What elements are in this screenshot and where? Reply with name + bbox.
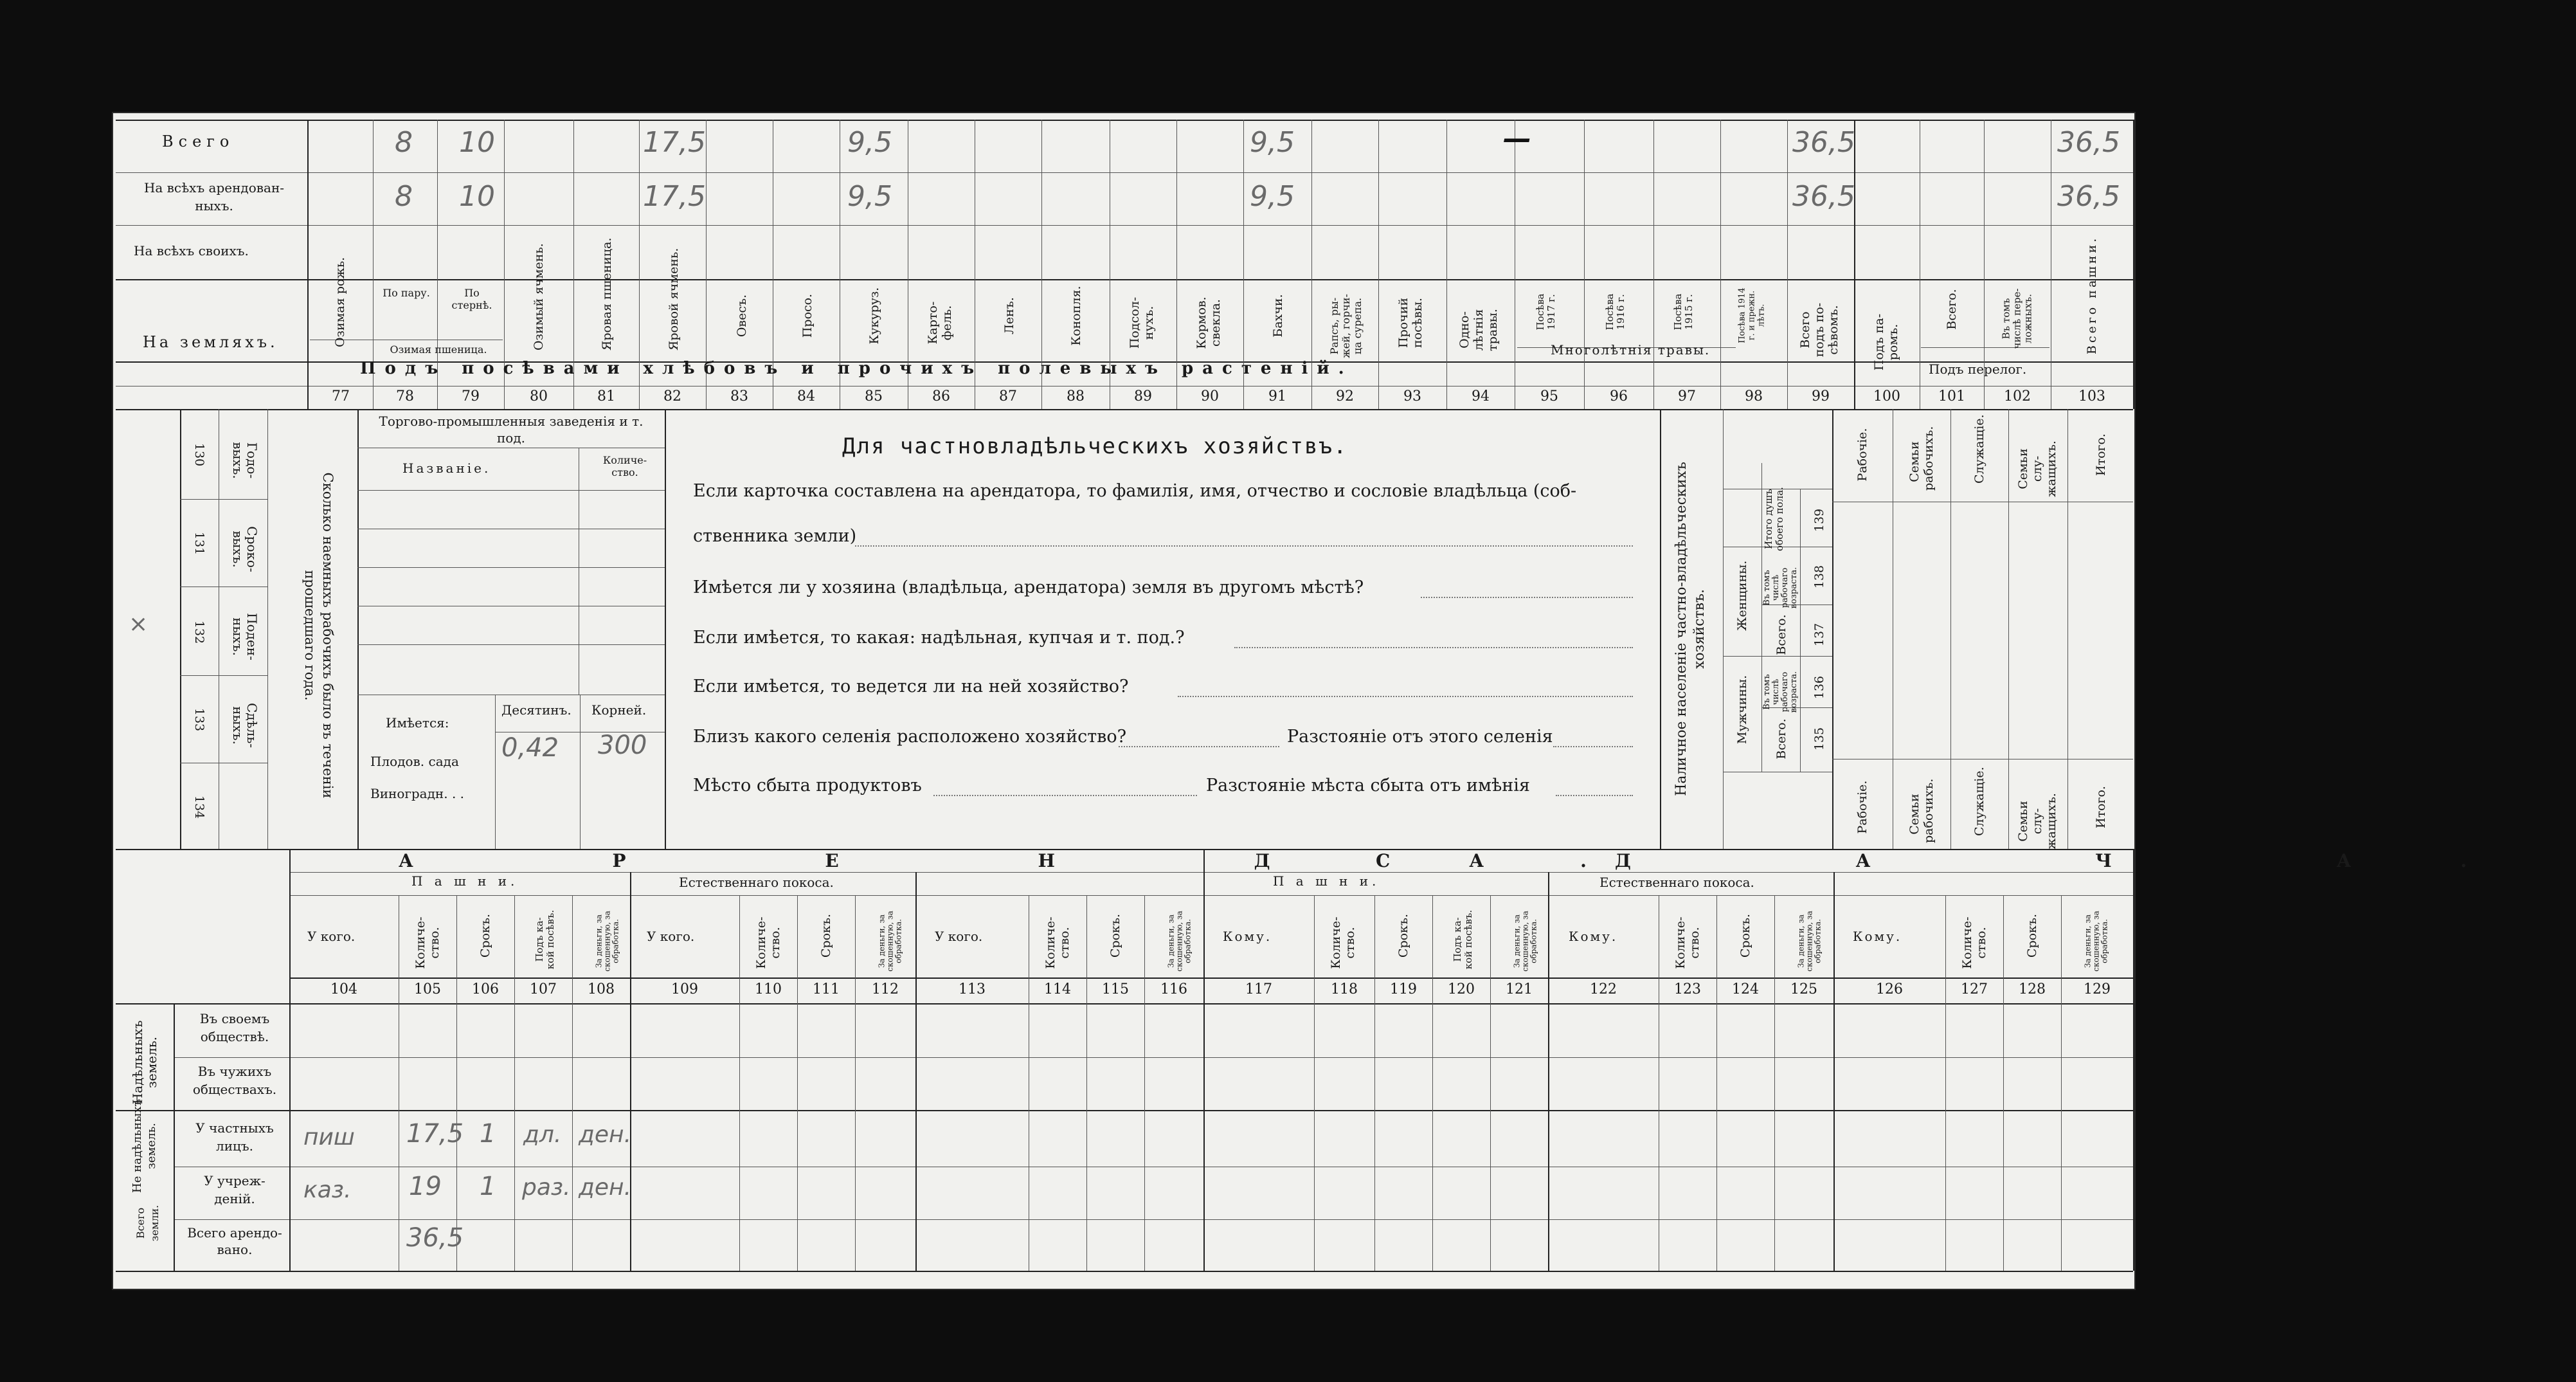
header-col95: Посѣва 1917 г. bbox=[1535, 293, 1557, 331]
row-u-chastnyh: У частныхъ лицъ. bbox=[195, 1120, 274, 1154]
header-col100: Подъ па-ромъ. bbox=[1872, 313, 1900, 371]
hw-arend-99: 36,5 bbox=[1792, 180, 1855, 213]
h-posev-120: Подъ ка-кой посѣвъ. bbox=[1452, 909, 1474, 970]
header-col98: Посѣва 1914 г. и прежн. лѣтъ. bbox=[1737, 287, 1767, 343]
header-col91: Бахчи. bbox=[1271, 294, 1285, 338]
colnum-109: 109 bbox=[671, 981, 698, 997]
hw-vsego-85: 9,5 bbox=[847, 126, 892, 159]
pop-col-semi-sl-bot: Семьи слу-жащихъ. bbox=[2016, 793, 2058, 850]
population-num-136: 136 bbox=[1812, 675, 1826, 700]
hired-num-133: 133 bbox=[192, 707, 206, 732]
hw-arend-85: 9,5 bbox=[847, 180, 892, 213]
hw-arend-78: 8 bbox=[395, 180, 413, 213]
header-col92: Рапсъ, ры-жей, горчи-ца сурепа. bbox=[1328, 294, 1364, 358]
colnum-93: 93 bbox=[1403, 388, 1421, 405]
trade-korney: Корней. bbox=[591, 702, 647, 718]
trade-vinograd: Виноградн. . . bbox=[370, 786, 465, 801]
header-col93: Прочий посѣвы. bbox=[1396, 297, 1425, 349]
hw-r4-za: ден. bbox=[579, 1174, 632, 1201]
colnum-126: 126 bbox=[1876, 981, 1903, 997]
colnum-104: 104 bbox=[330, 981, 357, 997]
header-col77: Озимая рожь. bbox=[333, 257, 347, 347]
colnum-113: 113 bbox=[959, 981, 986, 997]
h-za-121: За деньги, за скошенную, за обработка. bbox=[1512, 911, 1538, 972]
trade-sad: Плодов. сада bbox=[370, 754, 459, 769]
header-col101: Всего. bbox=[1945, 289, 1959, 330]
hired-num-132: 132 bbox=[192, 620, 206, 644]
row-group-nadelnyh: Надѣльныхъ земель. bbox=[130, 1020, 159, 1105]
h-u-kogo-3: У кого. bbox=[935, 929, 983, 944]
arenda-pokos: Естественнаго покоса. bbox=[679, 875, 834, 890]
hired-label-godovyh: Годо-выхъ. bbox=[230, 442, 260, 479]
trade-nazvanie: Названіе. bbox=[402, 460, 491, 476]
colnum-116: 116 bbox=[1160, 981, 1187, 997]
header-col80: Озимый ячмень. bbox=[532, 243, 546, 350]
h-komu-2: Кому. bbox=[1569, 929, 1618, 944]
trade-kolichestvo: Количе-ство. bbox=[602, 454, 647, 478]
colnum-123: 123 bbox=[1674, 981, 1701, 997]
colnum-114: 114 bbox=[1044, 981, 1071, 997]
row-label-svoih: На всѣхъ своихъ. bbox=[134, 243, 249, 259]
h-za-129: За деньги, за скошенную, за обработка. bbox=[2083, 911, 2109, 972]
hw-r4-posev: раз. bbox=[522, 1174, 571, 1201]
h-za-108: За деньги, за скошенную, за обработка. bbox=[594, 911, 620, 972]
private-q5a: Близъ какого селенія расположено хозяйство? bbox=[693, 727, 1127, 747]
colnum-99: 99 bbox=[1812, 388, 1830, 405]
hired-title: Сколько наемныхъ рабочихъ было въ теченіи прошедшаго года. bbox=[302, 472, 336, 799]
colnum-81: 81 bbox=[597, 388, 615, 405]
h-kol-123: Количе-ство. bbox=[1673, 916, 1702, 969]
header-col84: Просо. bbox=[800, 293, 815, 338]
row-group-ne-nadelnyh: Не надѣльныхъ земель. bbox=[131, 1099, 158, 1193]
h-kol-114: Количе-ство. bbox=[1043, 916, 1072, 969]
colnum-115: 115 bbox=[1102, 981, 1129, 997]
header-ozimaya-pshenitsa: Озимая пшеница. bbox=[390, 343, 487, 356]
colnum-92: 92 bbox=[1336, 388, 1354, 405]
header-col99: Всего подъ по-сѣвомъ. bbox=[1798, 302, 1841, 358]
colnum-96: 96 bbox=[1610, 388, 1628, 405]
hired-label-srokovyh: Сроко-выхъ. bbox=[230, 526, 260, 572]
hw-sad-korney: 300 bbox=[598, 731, 647, 760]
hired-num-130: 130 bbox=[192, 442, 206, 467]
h-za-125: За деньги, за скошенную, за обработка. bbox=[1796, 911, 1823, 972]
pop-col-rabochie-bot: Рабочіе. bbox=[1855, 780, 1869, 834]
hw-r5-kol: 36,5 bbox=[406, 1223, 464, 1253]
colnum-106: 106 bbox=[472, 981, 499, 997]
population-num-139: 139 bbox=[1812, 508, 1826, 532]
private-q1a: Если карточка составлена на арендатора, то фамилія, имя, отчество и сословіе владѣльца (соб- bbox=[693, 481, 1577, 501]
hw-vsego-91: 9,5 bbox=[1250, 126, 1295, 159]
colnum-111: 111 bbox=[813, 981, 840, 997]
sdacha-title: С Д А Ч А. bbox=[1376, 850, 2576, 871]
header-col94: Одно-лѣтнія травы. bbox=[1457, 309, 1500, 351]
trade-imeetsya: Имѣется: bbox=[386, 715, 449, 731]
header-col83: Овесъ. bbox=[735, 294, 749, 338]
colnum-129: 129 bbox=[2084, 981, 2111, 997]
h-srok-119: Срокъ. bbox=[1396, 913, 1410, 958]
colnum-103: 103 bbox=[2078, 388, 2105, 405]
colnum-105: 105 bbox=[414, 981, 441, 997]
h-kol-127: Количе-ство. bbox=[1960, 916, 1988, 969]
colnum-117: 117 bbox=[1245, 981, 1272, 997]
hw-cross-mark: × bbox=[129, 611, 149, 637]
hw-arend-103: 36,5 bbox=[2057, 180, 2120, 213]
sdacha-pashni: П а ш н и. bbox=[1273, 873, 1380, 889]
hw-vsego-79: 10 bbox=[459, 126, 495, 159]
hw-r3-u-kogo: пиш bbox=[303, 1124, 355, 1150]
colnum-88: 88 bbox=[1067, 388, 1085, 405]
h-za-116: За деньги, за скошенную, за обработка. bbox=[1166, 911, 1193, 972]
header-col97: Посѣва 1915 г. bbox=[1672, 293, 1695, 331]
population-itogo-obeih: Итого душъ обоего пола. bbox=[1763, 487, 1785, 551]
h-komu-3: Кому. bbox=[1853, 929, 1902, 944]
colnum-84: 84 bbox=[797, 388, 815, 405]
sdacha-pokos: Естественнаго покоса. bbox=[1599, 875, 1754, 890]
row-v-chuzhih: Въ чужихъ обществахъ. bbox=[192, 1064, 277, 1097]
hw-r4-kol: 19 bbox=[409, 1172, 442, 1201]
private-q1b: ственника земли) bbox=[693, 526, 857, 546]
colnum-112: 112 bbox=[872, 981, 899, 997]
header-col102: Въ томъ числѣ пере-ложныхъ. bbox=[2000, 288, 2034, 349]
population-muzhchiny: Мужчины. bbox=[1735, 675, 1749, 744]
hw-vsego-78: 8 bbox=[395, 126, 413, 159]
colnum-83: 83 bbox=[730, 388, 748, 405]
hw-r4-u-kogo: каз. bbox=[303, 1177, 352, 1203]
hw-arend-82: 17,5 bbox=[643, 180, 706, 213]
private-q6b: Разстояніе мѣста сбыта отъ имѣнія bbox=[1206, 776, 1530, 796]
pop-col-sluzhashchie-bot: Служащіе. bbox=[1972, 767, 1986, 836]
h-srok-115: Срокъ. bbox=[1108, 913, 1122, 958]
trade-desyatin: Десятинъ. bbox=[501, 702, 572, 718]
hw-arend-91: 9,5 bbox=[1250, 180, 1295, 213]
population-num-138: 138 bbox=[1812, 565, 1826, 589]
row-label-na-zemlyah: На земляхъ. bbox=[143, 333, 278, 351]
pop-col-itogo-bot: Итого. bbox=[2094, 786, 2108, 828]
colnum-94: 94 bbox=[1472, 388, 1490, 405]
hw-dash: — bbox=[1503, 122, 1531, 155]
hw-vsego-82: 17,5 bbox=[643, 126, 706, 159]
hired-label-podennyh: Поден-ныхъ. bbox=[230, 613, 260, 660]
row-vsego-zemli: Всего земли. bbox=[134, 1205, 161, 1242]
h-posev-107: Подъ ка-кой посѣвъ. bbox=[534, 909, 556, 970]
pop-col-semi-sl-top: Семьи слу-жащихъ. bbox=[2016, 441, 2058, 497]
hw-r3-kol: 17,5 bbox=[406, 1119, 464, 1149]
h-u-kogo-1: У кого. bbox=[307, 929, 356, 944]
population-trud-m: Въ томъ числѣ рабочаго возраста. bbox=[1762, 671, 1799, 713]
hw-r4-srok: 1 bbox=[480, 1172, 496, 1201]
population-num-135: 135 bbox=[1812, 727, 1826, 751]
colnum-128: 128 bbox=[2019, 981, 2046, 997]
arenda-pashni: П а ш н и. bbox=[411, 873, 519, 889]
header-col87: Ленъ. bbox=[1002, 297, 1016, 334]
row-v-svoem: Въ своемъ обществѣ. bbox=[199, 1011, 270, 1044]
population-zhenshchiny: Женщины. bbox=[1735, 560, 1749, 631]
hw-r3-posev: дл. bbox=[523, 1122, 562, 1148]
colnum-124: 124 bbox=[1732, 981, 1759, 997]
colnum-122: 122 bbox=[1590, 981, 1617, 997]
colnum-101: 101 bbox=[1938, 388, 1965, 405]
header-pod-perelog: Подъ перелог. bbox=[1929, 361, 2027, 377]
hw-sad-desyatin: 0,42 bbox=[501, 733, 559, 763]
hired-num-134: 134 bbox=[192, 795, 206, 819]
colnum-89: 89 bbox=[1134, 388, 1152, 405]
hired-label-sdelnyh: Сдѣль-ныхъ. bbox=[230, 702, 260, 749]
colnum-98: 98 bbox=[1745, 388, 1763, 405]
pop-col-rabochie-top: Рабочіе. bbox=[1855, 428, 1869, 482]
colnum-95: 95 bbox=[1540, 388, 1558, 405]
header-col79: По стернѣ. bbox=[451, 287, 492, 311]
hw-vsego-103: 36,5 bbox=[2057, 126, 2120, 159]
population-vsego-f: Всего. bbox=[1774, 614, 1788, 655]
row-u-uchrezhdeniy: У учреж-деній. bbox=[204, 1173, 266, 1206]
h-srok-111: Срокъ. bbox=[819, 913, 833, 958]
hw-arend-79: 10 bbox=[459, 180, 495, 213]
colnum-121: 121 bbox=[1506, 981, 1533, 997]
colnum-87: 87 bbox=[999, 388, 1017, 405]
pop-col-sluzhashchie-top: Служащіе. bbox=[1972, 414, 1986, 484]
colnum-108: 108 bbox=[588, 981, 615, 997]
h-kol-110: Количе-ство. bbox=[754, 916, 782, 969]
pop-col-semi-rab-top: Семьи рабочихъ. bbox=[1907, 426, 1936, 491]
private-q4: Если имѣется, то ведется ли на ней хозяйство? bbox=[693, 677, 1129, 696]
header-col89: Подсол-нухъ. bbox=[1128, 296, 1156, 349]
header-col81: Яровая пшеница. bbox=[600, 237, 614, 350]
colnum-120: 120 bbox=[1448, 981, 1475, 997]
row-vsego-arendovano: Всего арендо-вано. bbox=[187, 1225, 282, 1257]
h-u-kogo-2: У кого. bbox=[647, 929, 695, 944]
header-col82: Яровой ячмень. bbox=[667, 248, 681, 350]
population-title: Наличное населеніе частно-владѣльческихъ хозяйствъ. bbox=[1673, 462, 1707, 796]
h-za-112: За деньги, за скошенную, за обработка. bbox=[877, 911, 903, 972]
hw-vsego-99: 36,5 bbox=[1792, 126, 1855, 159]
colnum-90: 90 bbox=[1201, 388, 1219, 405]
colnum-78: 78 bbox=[396, 388, 414, 405]
colnum-125: 125 bbox=[1790, 981, 1817, 997]
header-mnogoletnie: Многолѣтнія травы. bbox=[1551, 342, 1711, 358]
header-col103: Всего пашни. bbox=[2085, 235, 2099, 354]
colnum-82: 82 bbox=[663, 388, 681, 405]
private-title: Для частновладѣльческихъ хозяйствъ. bbox=[842, 433, 1348, 459]
colnum-107: 107 bbox=[530, 981, 557, 997]
h-srok-106: Срокъ. bbox=[478, 913, 492, 958]
pop-col-semi-rab-bot: Семьи рабочихъ. bbox=[1907, 778, 1936, 843]
h-srok-128: Срокъ. bbox=[2025, 913, 2039, 958]
colnum-86: 86 bbox=[932, 388, 950, 405]
colnum-119: 119 bbox=[1390, 981, 1417, 997]
header-col85: Кукуруз. bbox=[867, 287, 881, 345]
private-q6a: Мѣсто сбыта продуктовъ bbox=[693, 776, 922, 796]
population-num-137: 137 bbox=[1812, 623, 1826, 647]
row-label-arendovannyh: На всѣхъ арендован- ныхъ. bbox=[143, 180, 285, 214]
h-kol-105: Количе-ство. bbox=[413, 916, 442, 969]
private-q5b: Разстояніе отъ этого селенія bbox=[1287, 727, 1553, 747]
crops-band-title: Подъ посѣвами хлѣбовъ и прочихъ полевыхъ растеній. bbox=[360, 359, 1353, 378]
header-col88: Конопля. bbox=[1069, 286, 1083, 346]
h-kol-118: Количе-ство. bbox=[1329, 916, 1357, 969]
h-komu-1: Кому. bbox=[1223, 929, 1272, 944]
private-q2: Имѣется ли у хозяина (владѣльца, арендатора) земля въ другомъ мѣстѣ? bbox=[693, 577, 1364, 597]
hw-r3-srok: 1 bbox=[480, 1119, 496, 1149]
colnum-85: 85 bbox=[865, 388, 883, 405]
header-col96: Посѣва 1916 г. bbox=[1604, 293, 1626, 331]
colnum-100: 100 bbox=[1873, 388, 1900, 405]
colnum-102: 102 bbox=[2004, 388, 2031, 405]
pop-col-itogo-top: Итого. bbox=[2094, 433, 2108, 476]
hired-num-131: 131 bbox=[192, 531, 206, 556]
hw-r3-za: ден. bbox=[579, 1122, 632, 1148]
trade-title: Торгово-промышленныя заведенія и т. под. bbox=[379, 414, 644, 446]
colnum-97: 97 bbox=[1678, 388, 1696, 405]
arenda-title: А Р Е Н Д А. bbox=[399, 850, 1683, 871]
population-trud-f: Въ томъ числѣ рабочаго возраста. bbox=[1762, 567, 1799, 609]
header-col78: По пару. bbox=[383, 287, 430, 299]
colnum-79: 79 bbox=[462, 388, 480, 405]
colnum-110: 110 bbox=[755, 981, 782, 997]
row-label-vsego: Всего bbox=[162, 132, 235, 150]
colnum-118: 118 bbox=[1331, 981, 1358, 997]
colnum-80: 80 bbox=[530, 388, 548, 405]
h-srok-124: Срокъ. bbox=[1738, 913, 1752, 958]
private-q3: Если имѣется, то какая: надѣльная, купчая и т. под.? bbox=[693, 628, 1185, 648]
colnum-127: 127 bbox=[1961, 981, 1988, 997]
population-vsego-m: Всего. bbox=[1774, 718, 1788, 759]
colnum-91: 91 bbox=[1268, 388, 1286, 405]
header-col86: Карто-фель. bbox=[926, 301, 954, 345]
header-col90: Кормов. свекла. bbox=[1194, 296, 1223, 349]
colnum-77: 77 bbox=[332, 388, 350, 405]
